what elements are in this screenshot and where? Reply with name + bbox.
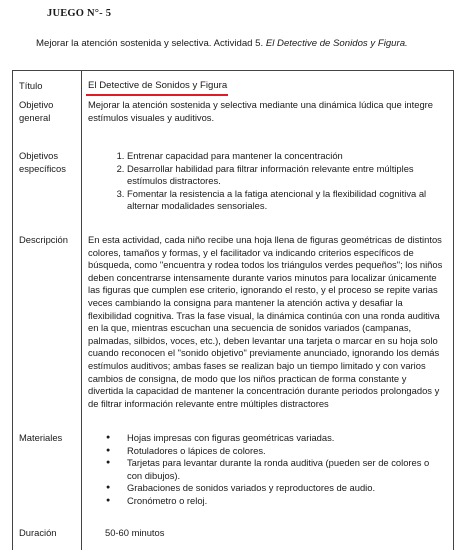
objetivo-especifico-item: 1. Entrenar capacidad para mantener la concentración — [127, 150, 431, 163]
intro-text: Mejorar la atención sostenida y selectiva. Actividad 5. — [36, 38, 266, 49]
label-objetivos-especificos-line2: específicos — [19, 162, 66, 174]
label-objetivo-general-line2: general — [19, 111, 51, 123]
objetivo-especifico-item: 3. Fomentar la resistencia a la fatiga atencional y la flexibilidad cognitiva al alternar modalidades sensoriales. — [127, 188, 431, 213]
material-item: ● Grabaciones de sonidos variados y reproductores de audio. — [127, 482, 431, 495]
label-objetivo-general-line1: Objetivo — [19, 99, 54, 110]
value-objetivo-general: Mejorar la atención sostenida y selectiva mediante una dinámica lúdica que integre estímulos visuales y auditivos. — [88, 99, 433, 123]
intro-activity-name: El Detective de Sonidos y Figura. — [265, 38, 408, 49]
game-title: JUEGO N°- 5 — [47, 8, 112, 19]
material-item: ● Rotuladores o lápices de colores. — [127, 445, 431, 458]
column-divider — [81, 71, 82, 550]
material-item: ● Hojas impresas con figuras geométricas variadas. — [127, 432, 431, 445]
title-underline — [86, 94, 228, 96]
activity-intro — [36, 38, 451, 49]
value-descripcion: En esta actividad, cada niño recibe una hoja llena de figuras geométricas de distintos colores, tamaños y formas, y el facilitador va indicando criterios específicos de búsqueda, como "encuentra y rodea todos los triángulos verdes pequeños"; los niños deben concentrarse intensamente durante varios minutos para localizar únicamente las figuras que cumplen ese criterio, ignorando el resto, y el proceso se repite varias veces cambiando la consigna para mantener la atención activa y desafiar la flexibilidad cognitiva. Tras la fase visual, la dinámica continúa con una ronda auditiva en la que, mientras escuchan una secuencia de sonidos variados (campanas, palmadas, silbidos, voces, etc.), deben levantar una tarjeta o marcar en su hoja solo cuando reconocen el "sonido objetivo" previamente anunciado, ignorando los demás estímulos auditivos; ambas fases se realizan bajo un tiempo limitado y con varios cambios de consigna, de modo que los niños practican de forma constante y divertida la capacidad de mantener la concentración durante periodos prolongados y de filtrar información relevante entre múltiples distractores — [88, 234, 443, 409]
label-objetivos-especificos-line1: Objetivos — [19, 150, 59, 161]
label-titulo: Título — [19, 80, 43, 91]
label-objetivos-especificos — [19, 150, 66, 175]
activity-table — [12, 70, 454, 550]
value-titulo: El Detective de Sonidos y Figura — [88, 80, 228, 91]
label-duracion: Duración — [19, 527, 57, 538]
label-descripcion: Descripción — [19, 234, 68, 245]
material-item: ● Cronómetro o reloj. — [127, 495, 431, 508]
value-duracion: 50-60 minutos — [105, 527, 165, 538]
list-materiales — [98, 432, 431, 508]
list-objetivos-especificos — [98, 150, 431, 213]
label-objetivo-general — [19, 99, 53, 124]
material-item: ● Tarjetas para levantar durante la ronda auditiva (pueden ser de colores o con dibujos). — [127, 457, 431, 482]
objetivo-especifico-item: 2. Desarrollar habilidad para filtrar información relevante entre múltiples estímulos distractores. — [127, 163, 431, 188]
label-materiales: Materiales — [19, 432, 63, 443]
